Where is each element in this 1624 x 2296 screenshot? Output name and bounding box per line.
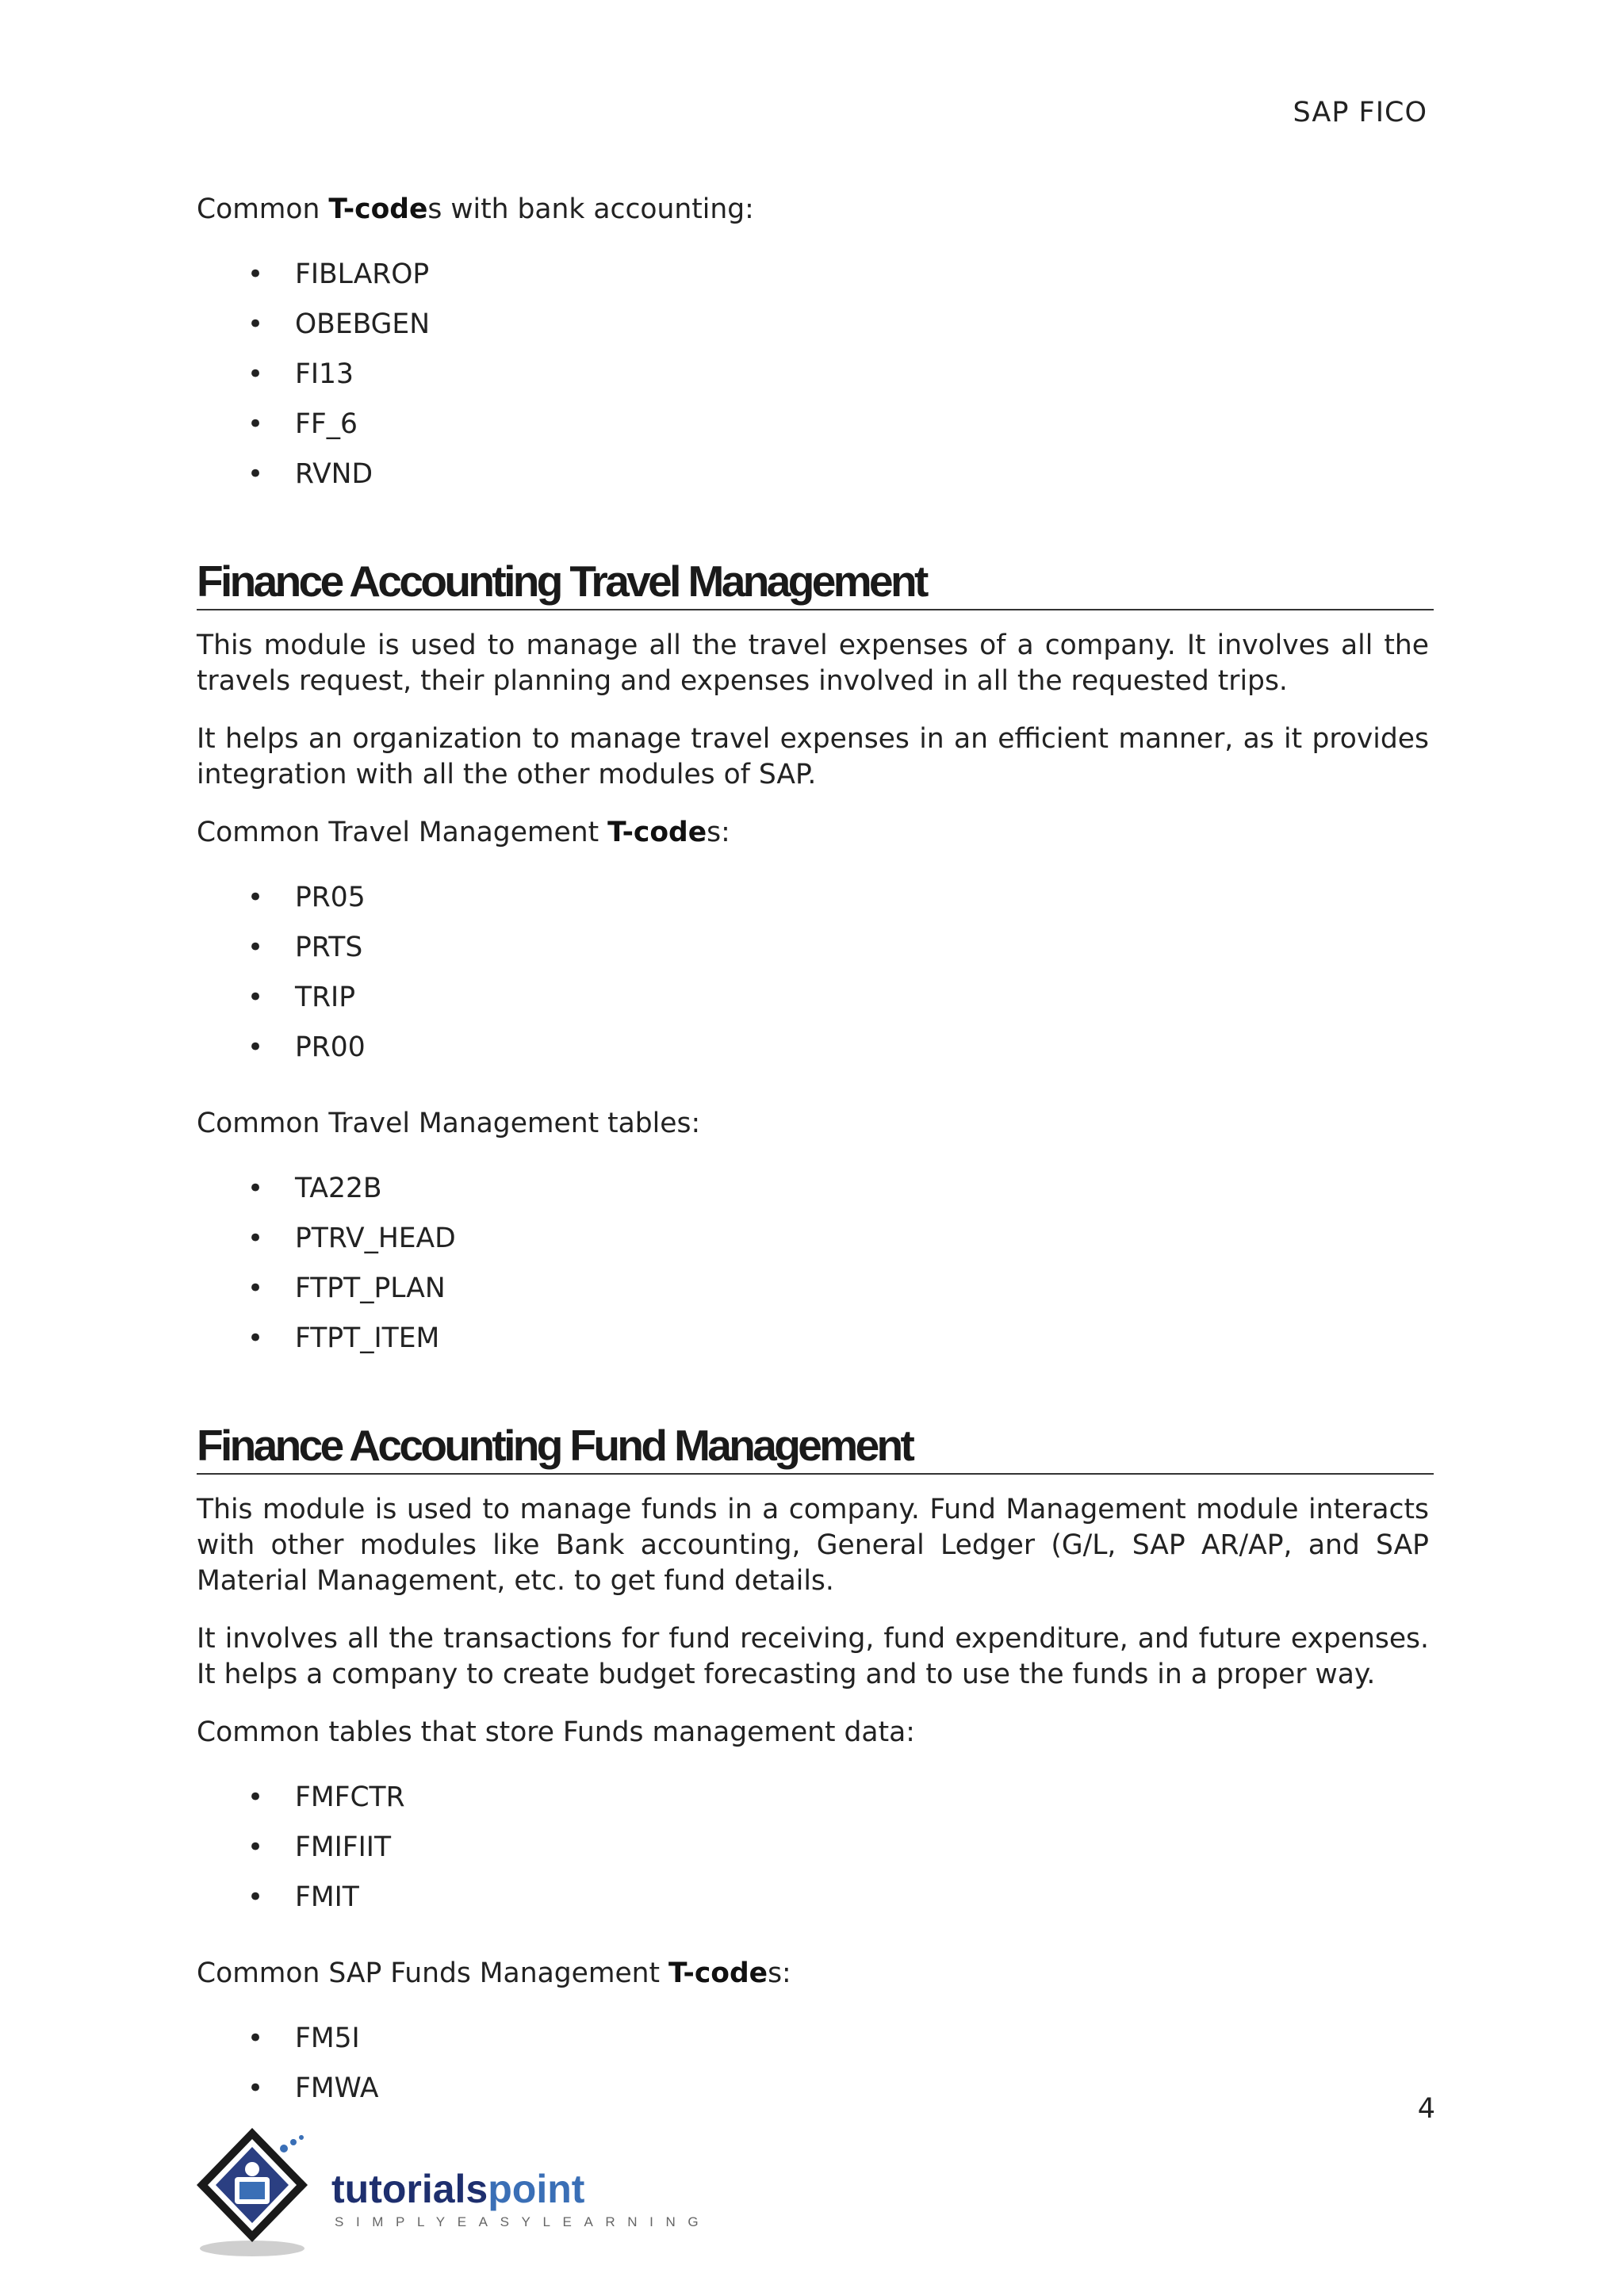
bank-tcodes-list — [197, 250, 1429, 499]
tutorialspoint-logo — [195, 2125, 711, 2260]
fund-tables-intro: Common tables that store Funds management data: — [197, 1716, 915, 1748]
travel-tables-list — [197, 1164, 1429, 1364]
list-item: • PR05 — [197, 873, 1429, 923]
list-item: • FTPT_PLAN — [197, 1264, 1429, 1314]
travel-tcodes-list — [197, 873, 1429, 1073]
logo-tagline: SIMPLYEASYLEARNING — [335, 2214, 711, 2229]
fund-paragraph-1: This module is used to manage funds in a company. Fund Management module interacts with other modules like Bank accounting, General Ledger (G/L, SAP AR/AP, and SAP Material Management, etc. to get fund details. — [197, 1494, 1429, 1597]
list-item: • FMFCTR — [197, 1773, 1429, 1823]
page-content — [197, 192, 1429, 2147]
travel-management-heading: Finance Accounting Travel Management — [197, 553, 1434, 610]
list-item: • FF_6 — [197, 400, 1429, 450]
list-item: • FM5I — [197, 2014, 1429, 2064]
list-item: • PTRV_HEAD — [197, 1214, 1429, 1264]
list-item: • TA22B — [197, 1164, 1429, 1214]
list-item: • FMIFIIT — [197, 1823, 1429, 1873]
running-header: SAP FICO — [1293, 97, 1427, 128]
fund-management-heading: Finance Accounting Fund Management — [197, 1418, 1434, 1475]
logo-wordmark: tutorialspoint — [331, 2167, 585, 2211]
fund-tcodes-list — [197, 2014, 1429, 2114]
fund-paragraph-2: It involves all the transactions for fund receiving, fund expenditure, and future expenses. It helps a company to create budget forecasting and to use the funds in a proper way. — [197, 1623, 1429, 1690]
travel-paragraph-1: This module is used to manage all the travel expenses of a company. It involves all the travels request, their planning and expenses involved in all the requested trips. — [197, 629, 1429, 697]
logo-diamond-icon — [195, 2125, 330, 2260]
page-number: 4 — [1417, 2093, 1435, 2125]
list-item: • FMWA — [197, 2064, 1429, 2114]
list-item: • FIBLAROP — [197, 250, 1429, 300]
bank-tcodes-intro: Common T-codes with bank accounting: — [197, 193, 754, 225]
list-item: • TRIP — [197, 973, 1429, 1023]
list-item: • PRTS — [197, 923, 1429, 973]
list-item: • FTPT_ITEM — [197, 1314, 1429, 1364]
list-item: • RVND — [197, 450, 1429, 499]
fund-tables-list — [197, 1773, 1429, 1923]
list-item: • FI13 — [197, 350, 1429, 400]
travel-paragraph-2: It helps an organization to manage travel expenses in an efficient manner, as it provides integration with all the other modules of SAP. — [197, 723, 1429, 790]
travel-tables-intro: Common Travel Management tables: — [197, 1108, 701, 1139]
list-item: • PR00 — [197, 1023, 1429, 1073]
list-item: • FMIT — [197, 1873, 1429, 1923]
fund-tcodes-intro: Common SAP Funds Management T-codes: — [197, 1957, 791, 1989]
list-item: • OBEBGEN — [197, 300, 1429, 350]
travel-tcodes-intro: Common Travel Management T-codes: — [197, 817, 730, 848]
